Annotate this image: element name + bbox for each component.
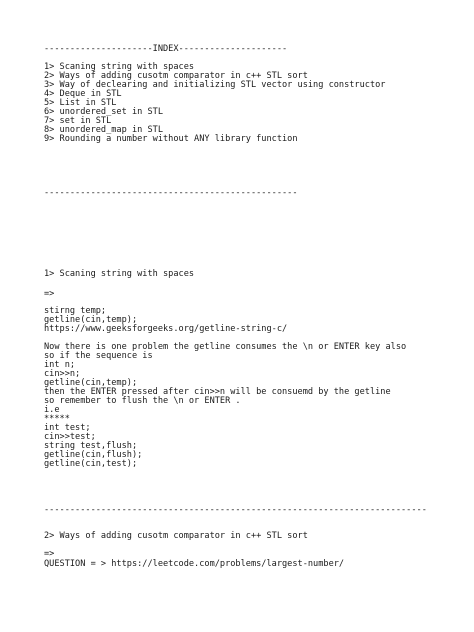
- index-footer-rule: -------------------------------------------------: [44, 188, 298, 198]
- index-item-8: 8> unordered_map in STL: [44, 125, 163, 135]
- index-item-5: 5> List in STL: [44, 98, 117, 108]
- index-item-2: 2> Ways of adding cusotm comparator in c++ STL sort: [44, 71, 308, 81]
- note-line: cin>>n;: [44, 369, 81, 379]
- note-line: Now there is one problem the getline consumes the \n or ENTER key also: [44, 342, 407, 352]
- index-item-9: 9> Rounding a number without ANY library function: [44, 134, 298, 144]
- note-line: int test;: [44, 423, 91, 433]
- index-item-1: 1> Scaning string with spaces: [44, 62, 195, 72]
- note-line: getline(cin,flush);: [44, 450, 143, 460]
- section2-question-link: QUESTION = > https://leetcode.com/problems/largest-number/: [44, 559, 345, 569]
- section1-title: 1> Scaning string with spaces: [44, 269, 195, 279]
- section1-arrow: =>: [44, 289, 55, 299]
- note-line: *****: [44, 414, 70, 424]
- code-link: https://www.geeksforgeeks.org/getline-string-c/: [44, 324, 288, 334]
- index-header: ---------------------INDEX---------------------: [44, 44, 288, 54]
- index-item-6: 6> unordered_set in STL: [44, 107, 163, 117]
- section-separator: --------------------------------------------------------------------------: [44, 505, 427, 515]
- code-line: stirng temp;: [44, 306, 107, 316]
- index-item-7: 7> set in STL: [44, 116, 112, 126]
- note-line: getline(cin,temp);: [44, 378, 138, 388]
- section2-title: 2> Ways of adding cusotm comparator in c++ STL sort: [44, 531, 308, 541]
- index-item-4: 4> Deque in STL: [44, 89, 122, 99]
- section2-arrow: =>: [44, 549, 55, 559]
- note-line: int n;: [44, 360, 76, 370]
- index-item-3: 3> Way of declearing and initializing STL vector using constructor: [44, 80, 386, 90]
- note-line: so if the sequence is: [44, 351, 153, 361]
- code-line: getline(cin,temp);: [44, 315, 138, 325]
- note-line: getline(cin,test);: [44, 459, 138, 469]
- note-line: so remember to flush the \n or ENTER .: [44, 396, 241, 406]
- note-line: cin>>test;: [44, 432, 96, 442]
- note-line: i.e: [44, 405, 60, 415]
- note-line: then the ENTER pressed after cin>>n will be consuemd by the getline: [44, 387, 391, 397]
- note-line: string test,flush;: [44, 441, 138, 451]
